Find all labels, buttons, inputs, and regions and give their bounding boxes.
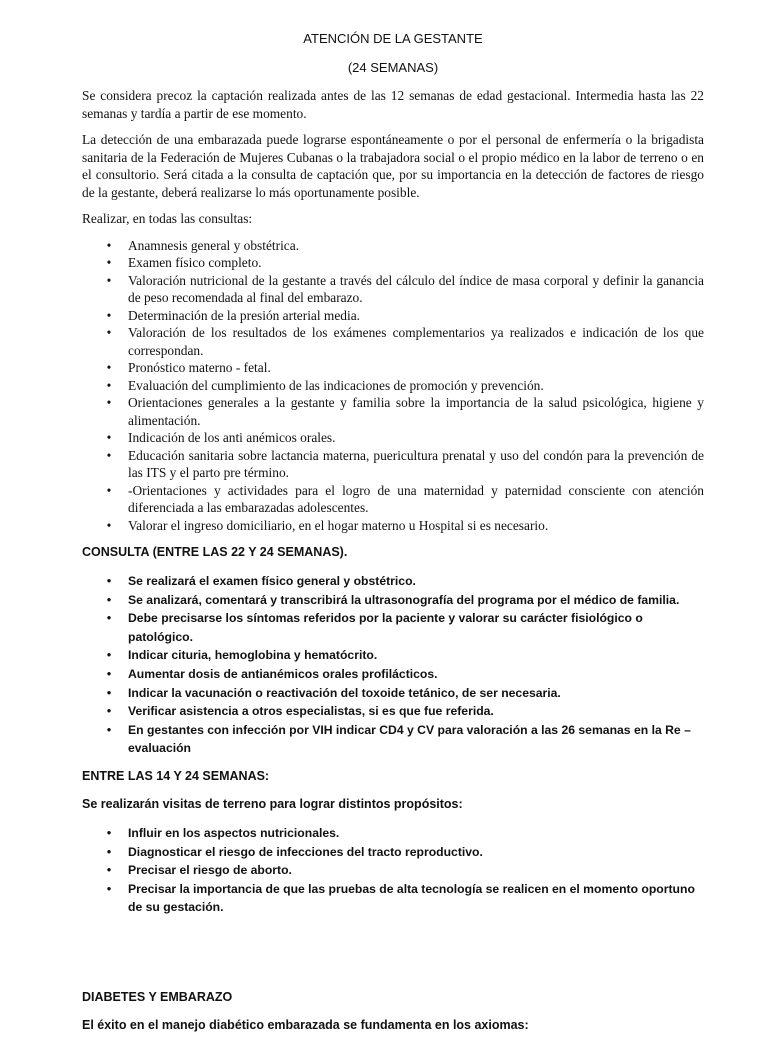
list-item: • Indicar la vacunación o reactivación del toxoide tetánico, de ser necesaria. xyxy=(82,684,704,703)
list-item: • Aumentar dosis de antianémicos orales profilácticos. xyxy=(82,665,704,684)
heading-entre-semanas: ENTRE LAS 14 Y 24 SEMANAS: xyxy=(82,768,270,783)
list-item: • Valorar el ingreso domiciliario, en el hogar materno u Hospital si es necesario. xyxy=(82,517,704,535)
list-item: • Debe precisarse los síntomas referidos por la paciente y valorar su carácter fisiológico o patológico. xyxy=(82,609,704,646)
list-item: • -Orientaciones y actividades para el logro de una maternidad y paternidad consciente con atención diferenciada a las embarazadas adolescentes. xyxy=(82,482,704,517)
list-item: • Valoración de los resultados de los exámenes complementarios ya realizados e indicación de los que correspondan. xyxy=(82,324,704,359)
bullet-icon: • xyxy=(106,685,112,700)
bullet-icon: • xyxy=(106,395,112,410)
list-item: • Precisar el riesgo de aborto. xyxy=(82,861,704,880)
list-item: • Educación sanitaria sobre lactancia materna, puericultura prenatal y uso del condón para la prevención de las ITS y el parto pre término. xyxy=(82,447,704,482)
list-item: • Precisar la importancia de que las pruebas de alta tecnología se realicen en el momento oportuno de su gestación. xyxy=(82,880,704,917)
bullet-icon: • xyxy=(106,272,112,288)
bullet-icon: • xyxy=(106,592,112,607)
consulta-list xyxy=(82,572,704,758)
heading-consulta: CONSULTA (ENTRE LAS 22 Y 24 SEMANAS). xyxy=(82,545,348,559)
list-item: • Orientaciones generales a la gestante y familia sobre la importancia de la salud psicológica, higiene y alimentación. xyxy=(82,394,704,429)
list-item: • Examen físico completo. xyxy=(82,254,704,272)
paragraph-captacion: Se considera precoz la captación realizada antes de las 12 semanas de edad gestacional. Intermedia hasta las 22 semanas y tardía a partir de ese momento. xyxy=(82,88,704,121)
bullet-icon: • xyxy=(106,611,112,626)
paragraph-realizar: Realizar, en todas las consultas: xyxy=(82,211,253,226)
list-item: • Anamnesis general y obstétrica. xyxy=(82,237,704,255)
bullet-icon: • xyxy=(106,648,112,663)
bullet-icon: • xyxy=(106,704,112,719)
bullet-icon: • xyxy=(106,482,112,498)
paragraph-visitas: Se realizarán visitas de terreno para lograr distintos propósitos: xyxy=(82,796,463,811)
document-title: ATENCIÓN DE LA GESTANTE xyxy=(303,31,483,46)
bullet-icon: • xyxy=(106,377,112,393)
bullet-icon: • xyxy=(106,360,112,375)
list-item: • Pronóstico materno - fetal. xyxy=(82,359,704,377)
bullet-icon: • xyxy=(106,881,112,896)
bullet-icon: • xyxy=(106,863,112,878)
visitas-list xyxy=(82,824,704,917)
bullet-icon: • xyxy=(106,844,112,859)
bullet-icon: • xyxy=(106,430,112,445)
bullet-icon: • xyxy=(106,307,112,323)
list-item: • Se analizará, comentará y transcribirá la ultrasonografía del programa por el médico de familia. xyxy=(82,591,704,610)
bullet-icon: • xyxy=(106,517,112,533)
list-item: • Indicar cituria, hemoglobina y hematócrito. xyxy=(82,646,704,665)
list-item: • Valoración nutricional de la gestante a través del cálculo del índice de masa corporal y definir la ganancia de peso recomendada al final del embarazo. xyxy=(82,272,704,307)
list-item: • Verificar asistencia a otros especialistas, si es que fue referida. xyxy=(82,702,704,721)
list-item: • Diagnosticar el riesgo de infecciones del tracto reproductivo. xyxy=(82,843,704,862)
bullet-icon: • xyxy=(106,666,112,681)
list-item: • Indicación de los anti anémicos orales. xyxy=(82,429,704,447)
paragraph-deteccion: La detección de una embarazada puede lograrse espontáneamente o por el personal de enfermería o la brigadista sanitaria de la Federación de Mujeres Cubanas o la trabajadora social o el propio médico en la labor de terreno o en el consultorio. Será citada a la consulta de captación que, por su importancia en la detección de factores de riesgo de la gestante, deberá realizarse lo más oportunamente posible. xyxy=(82,132,704,200)
section-gap xyxy=(82,925,704,979)
bullet-icon: • xyxy=(106,237,112,253)
paragraph-axiomas: El éxito en el manejo diabético embarazada se fundamenta en los axiomas: xyxy=(82,1017,529,1032)
list-item: • Evaluación del cumplimiento de las indicaciones de promoción y prevención. xyxy=(82,377,704,395)
list-item: • En gestantes con infección por VIH indicar CD4 y CV para valoración a las 26 semanas en la Re – evaluación xyxy=(82,721,704,758)
bullet-icon: • xyxy=(106,722,112,737)
consultas-list xyxy=(82,237,704,535)
bullet-icon: • xyxy=(106,574,112,588)
bullet-icon: • xyxy=(106,825,112,840)
heading-diabetes: DIABETES Y EMBARAZO xyxy=(82,989,233,1004)
list-item: • Influir en los aspectos nutricionales. xyxy=(82,824,704,843)
bullet-icon: • xyxy=(106,325,112,340)
bullet-icon: • xyxy=(106,255,112,270)
bullet-icon: • xyxy=(106,447,112,463)
document-page xyxy=(82,30,704,1045)
list-item: • Determinación de la presión arterial media. xyxy=(82,307,704,325)
list-item: • Se realizará el examen físico general y obstétrico. xyxy=(82,572,704,591)
document-subtitle: (24 SEMANAS) xyxy=(347,60,439,75)
